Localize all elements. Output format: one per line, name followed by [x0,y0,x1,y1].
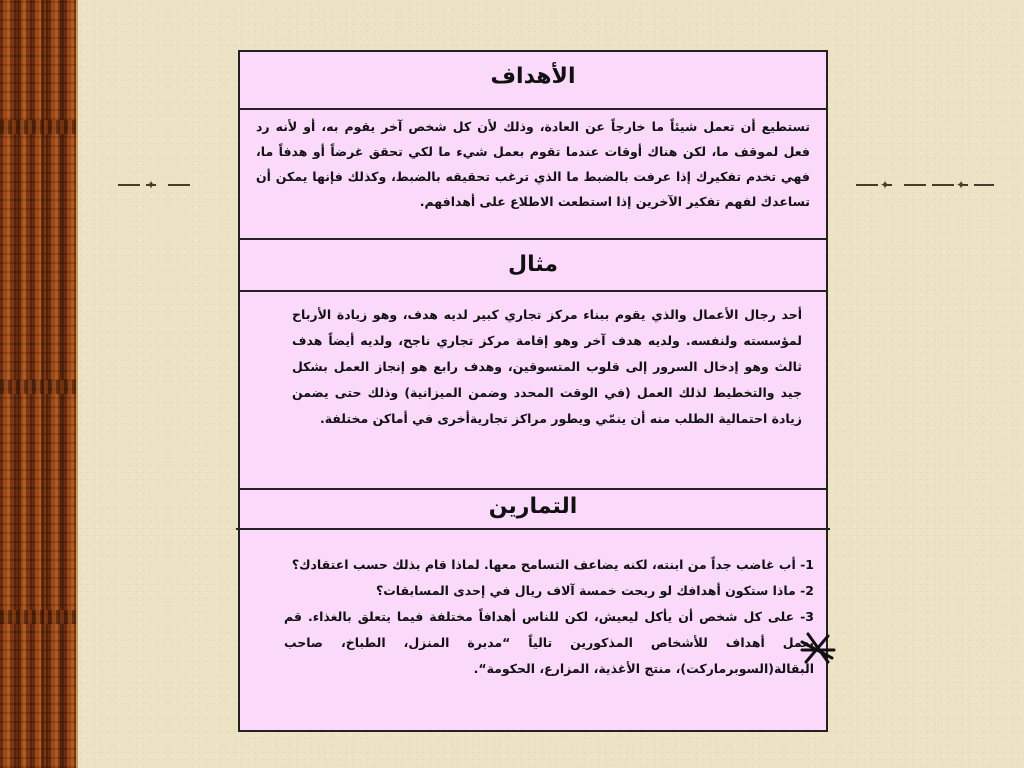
goals-paragraph: تستطيع أن تعمل شيئاً ما خارجاً عن العادة، وذلك لأن كل شخص آخر يقوم به، أو لأنه رد فعل لموقف ما، لكن هناك أوقات عندما تقوم بعمل شيء ما لكي تحقق غرضاً أو هدفاً ما، فهي تخدم تفكيرك إذا عرفت بالضبط ما الذي ترغب تحقيقه بالضبط، وكذلك فإنها يمكن أن تساعدك لفهم تفكير الآخرين إذا استطعت الاطلاع على أهدافهم. [256,119,810,209]
example-heading: مثال [508,252,558,277]
decorative-dashed-line: ✦ ✦ ✦ [118,184,994,187]
example-paragraph: أحد رجال الأعمال والذي يقوم ببناء مركز تجاري كبير لديه هدف، وهو زيادة الأرباح لمؤسسته ولنفسه. ولديه هدف آخر وهو إقامة مركز تجاري ناجح، ولديه أيضاً هدف ثالث وهو إدخال السرور إلى قلوب المتسوقين، وهدف رابع هو إنجاز العمل بشكل جيد والتخطيط لذلك العمل (في الوقت المحدد وضمن الميزانية) وذلك حتى يضمن زيادة احتمالية الطلب منه أن ينمّي ويطور مراكز تجاريةأخرى في أماكن مختلفة. [292,307,802,426]
wood-texture-strip [0,0,78,768]
exercise-item: 3- على كل شخص أن يأكل ليعيش، لكن للناس أهدافاً مختلفة فيما يتعلق بالغذاء. قم بعمل أهداف للأشخاص المذكورين تالياً “مدبرة المنزل، الطباخ، صاحب البقالة(السوبرماركت)، منتج الأغذية، المزارع، الحكومة“. [284,609,814,676]
section-divider [240,238,826,240]
star-marker-icon [798,628,838,668]
section-divider [240,290,826,292]
section-divider [236,528,830,530]
exercise-item: 2- ماذا ستكون أهدافك لو ربحت خمسة آلاف ريال في إحدى المسابقات؟ [375,583,814,598]
content-panel [238,50,828,732]
example-text [292,302,802,432]
exercises-list [284,552,814,682]
goals-heading: الأهداف [490,64,576,89]
goals-text [256,114,810,214]
exercise-item: 1- أب غاضب جداً من ابنته، لكنه يضاعف التسامح معها. لماذا قام بذلك حسب اعتقادك؟ [291,557,814,572]
section-divider [240,488,826,490]
exercises-heading: التمارين [488,494,578,519]
section-divider [240,108,826,110]
